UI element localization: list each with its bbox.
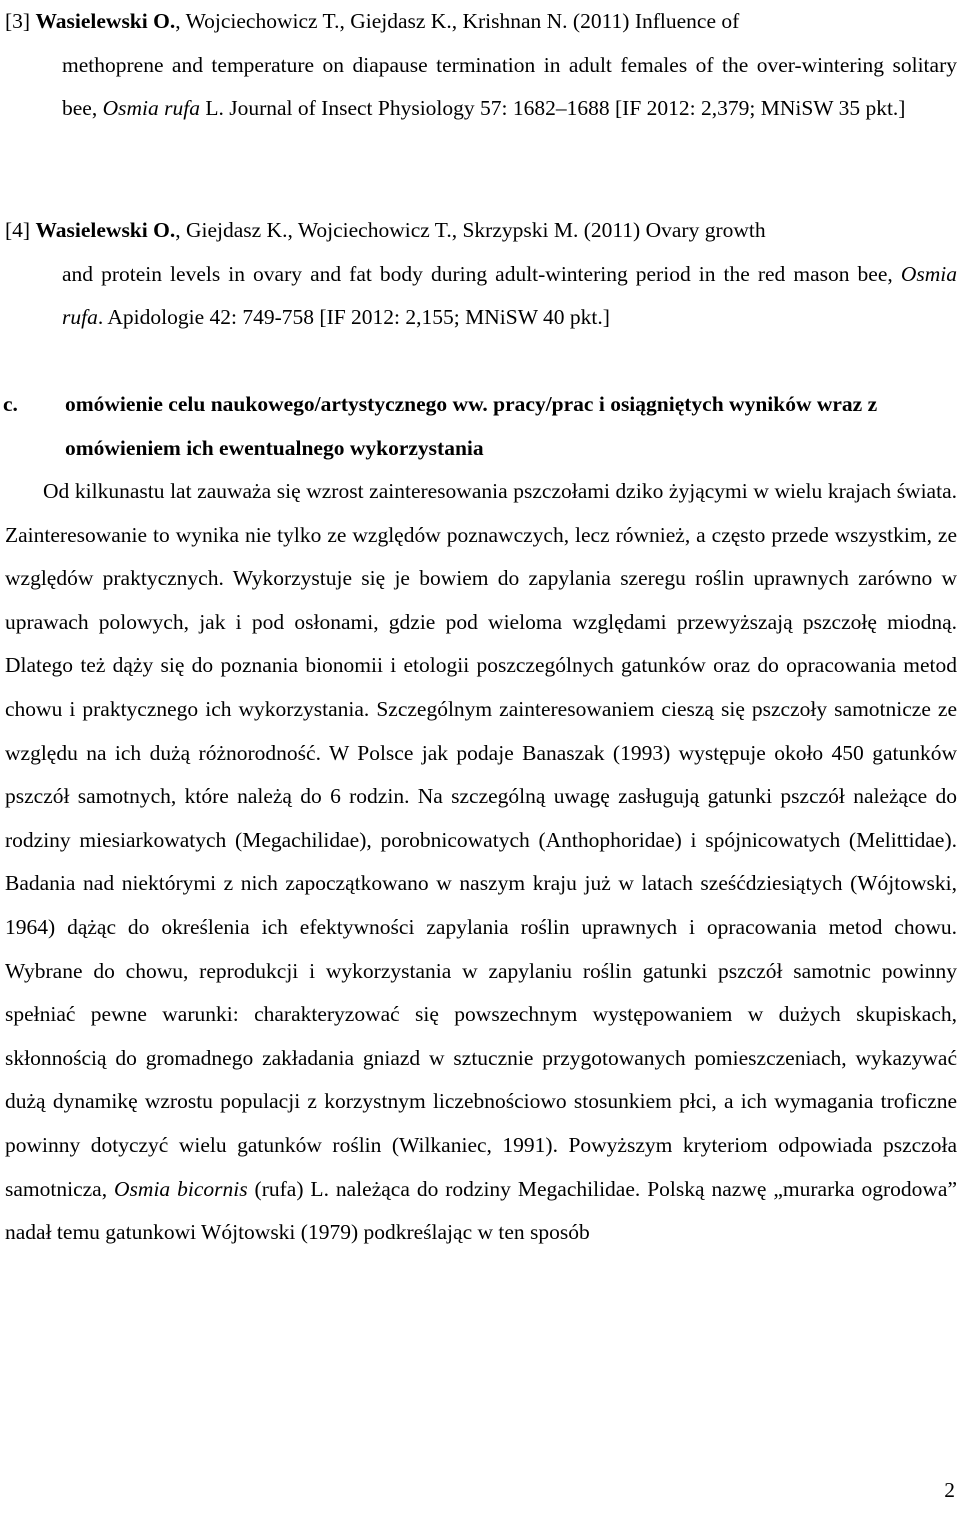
reference-body (5, 44, 957, 131)
section-title: omówienie celu naukowego/artystycznego ww. pracy/prac i osiągniętych wyników wraz z omówieniem ich ewentualnego wykorzystania (65, 392, 878, 460)
reference-text: methoprene and temperature on diapause termination in adult females of the over-wintering solitary bee, (62, 52, 957, 121)
body-paragraph (5, 470, 957, 1255)
reference-first-author: Wasielewski O. (35, 9, 176, 33)
paragraph-text: Od kilkunastu lat zauważa się wzrost zainteresowania pszczołami dziko żyjącymi w wielu krajach świata. Zainteresowanie to wynika nie tylko ze względów poznawczych, lecz również, a często przede wszystkim, ze względów praktycznych. Wykorzystuje się je bowiem do zapylania szeregu roślin uprawnych zarówno w uprawach polowych, jak i pod osłonami, gdzie pod wieloma względami przewyższają pszczołę miodną. Dlatego też dąży się do poznania bionomii i etologii poszczególnych gatunków oraz do opracowania metod chowu i praktycznego ich wykorzystania. Szczególnym zainteresowaniem cieszą się pszczoły samotnicze ze względu na ich dużą różnorodność. W Polsce jak podaje Banaszak (1993) występuje około 450 gatunków pszczół samotnych, które należą do 6 rodzin. Na szczególną uwagę zasługują gatunki pszczół należące do rodziny miesiarkowatych (Megachilidae), porobnicowatych (Anthophoridae) i spójnicowatych (Melittidae). Badania nad niektórymi z nich zapoczątkowano w naszym kraju już w latach sześćdziesiątych (Wójtowski, 1964) dążąc do określenia ich efektywności zapylania roślin uprawnych i opracowania metod chowu. Wybrane do chowu, reprodukcji i wykorzystania w zapylaniu roślin gatunki pszczół samotnic powinny spełniać pewne warunki: charakteryzować się powszechnym występowaniem w dużych skupiskach, skłonnością do gromadnego zakładania gniazd w sztucznie przygotowanych pomieszczeniach, wykazywać dużą dynamikę wzrostu populacji z korzystnym liczebnościowo stosunkiem płci, a ich wymagania troficzne powinny dotyczyć wielu gatunków roślin (Wilkaniec, 1991). Powyższym kryteriom odpowiada pszczoła samotnicza, (5, 479, 957, 1201)
reference-body (5, 253, 957, 340)
reference-species: Osmia rufa (62, 261, 957, 330)
reference-text-end: L. Journal of Insect Physiology 57: 1682–1688 [IF 2012: 2,379; MNiSW 35 pkt.] (199, 96, 906, 121)
section-heading (3, 383, 957, 470)
reference-authors: , Wojciechowicz T., Giejdasz K., Krishnan N. (2011) Influence of (175, 9, 740, 33)
reference-text-end: . Apidologie 42: 749-758 [IF 2012: 2,155; MNiSW 40 pkt.] (97, 305, 610, 330)
paragraph-text-end: (rufa) L. należąca do rodziny Megachilidae. Polską nazwę „murarka ogrodowa” nadał temu gatunkowi Wójtowski (1979) podkreślając w ten sposób (5, 1176, 957, 1245)
reference-4 (5, 209, 957, 340)
reference-authors: , Giejdasz K., Wojciechowicz T., Skrzypski M. (2011) Ovary growth (175, 218, 766, 242)
section-letter: c. (3, 392, 18, 416)
page-number: 2 (944, 1478, 955, 1502)
reference-3 (5, 0, 957, 131)
reference-number: [3] (5, 9, 31, 33)
reference-number: [4] (5, 218, 31, 242)
reference-text: and protein levels in ovary and fat body during adult-wintering period in the red mason bee, (62, 261, 901, 286)
reference-species: Osmia rufa (102, 96, 200, 121)
reference-first-author: Wasielewski O. (35, 218, 176, 242)
paragraph-species: Osmia bicornis (114, 1176, 248, 1201)
